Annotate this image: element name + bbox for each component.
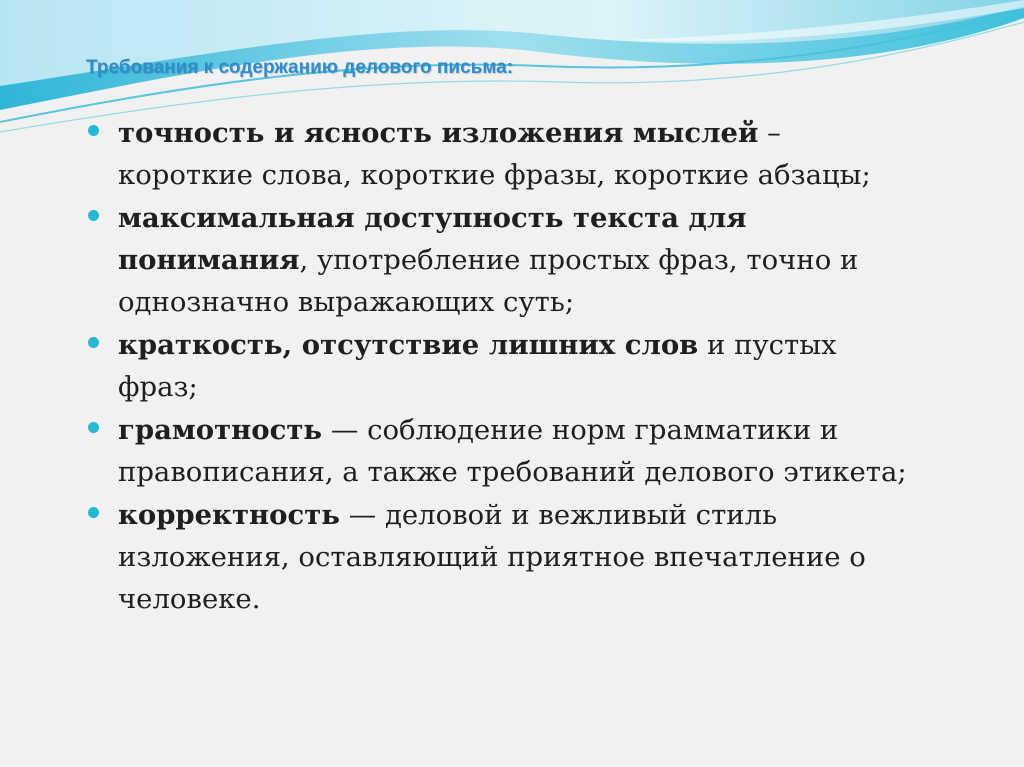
- slide-title: Требования к содержанию делового письма:: [86, 57, 514, 78]
- item-term: грамотность: [118, 414, 323, 446]
- bullet-icon: [88, 210, 99, 221]
- item-description: — деловой и вежливый стиль изложения, оставляющий приятное впечатление о человеке.: [118, 499, 866, 615]
- list-item: [88, 112, 918, 196]
- list-item: [88, 197, 918, 323]
- item-term: точность и ясность изложения мыслей: [118, 117, 759, 149]
- list-item: [88, 494, 918, 620]
- item-description: , употребление простых фраз, точно и однозначно выражающих суть;: [118, 244, 859, 318]
- bullet-icon: [88, 125, 99, 136]
- item-term: максимальная доступность текста для понимания: [118, 202, 747, 276]
- requirements-list: [88, 112, 918, 621]
- item-description: и пустых фраз;: [118, 329, 837, 403]
- item-term: краткость, отсутствие лишних слов: [118, 329, 699, 361]
- bullet-icon: [88, 507, 99, 518]
- bullet-icon: [88, 337, 99, 348]
- list-item: [88, 409, 918, 493]
- list-item: [88, 324, 918, 408]
- bullet-icon: [88, 422, 99, 433]
- item-description: – короткие слова, короткие фразы, короткие абзацы;: [118, 117, 871, 191]
- item-term: корректность: [118, 499, 340, 531]
- item-description: — соблюдение норм грамматики и правописания, а также требований делового этикета;: [118, 414, 907, 488]
